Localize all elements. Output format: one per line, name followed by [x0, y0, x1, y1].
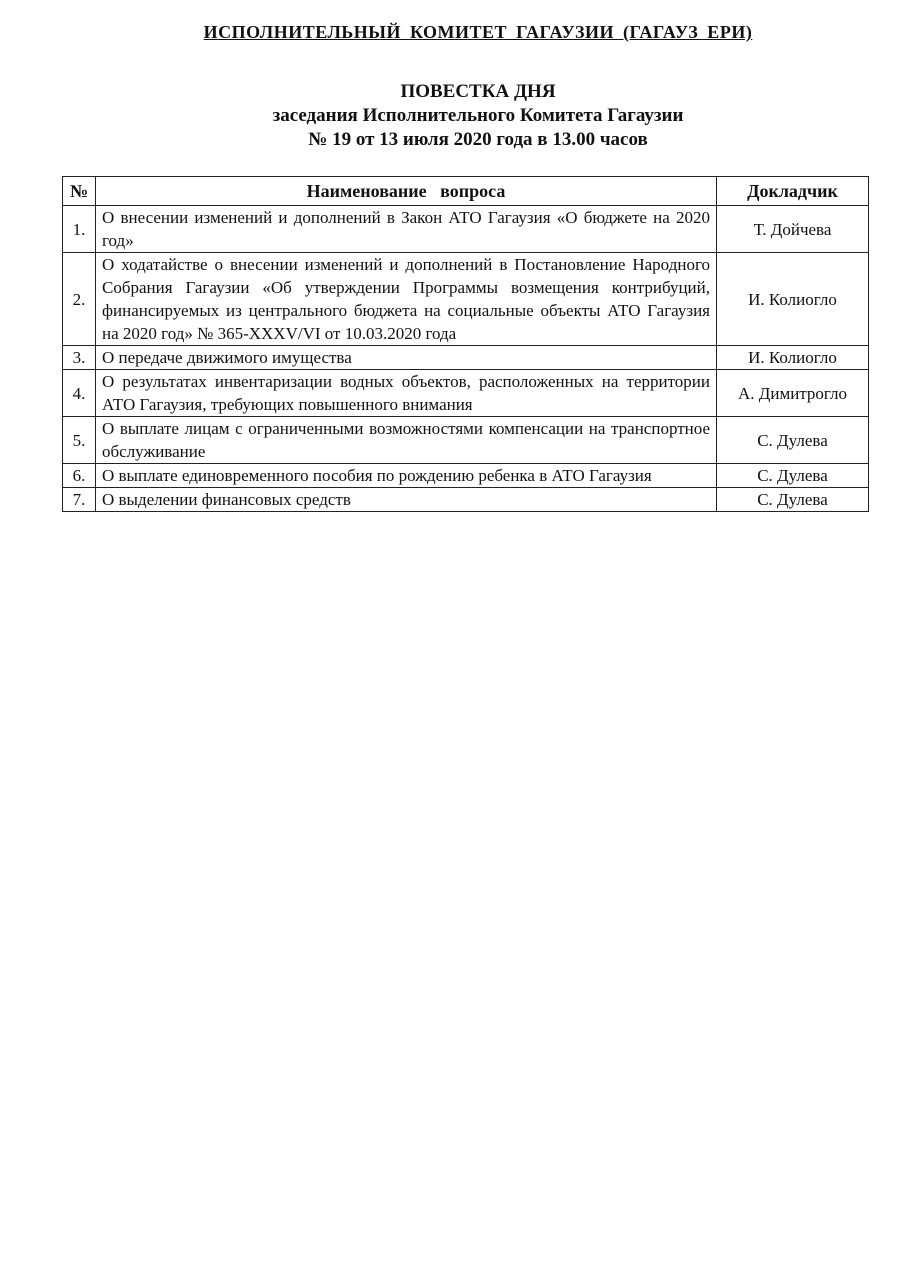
document-title: ПОВЕСТКА ДНЯ [400, 81, 556, 102]
table-row [63, 346, 869, 370]
row-number: 7. [63, 488, 96, 512]
row-topic: О выплате лицам с ограниченными возможностями компенсации на транспортное обслуживание [96, 417, 717, 464]
row-speaker: С. Дулева [717, 464, 869, 488]
table-row [63, 253, 869, 346]
meeting-number-date: № 19 от 13 июля 2020 года в 13.00 часов [308, 129, 648, 150]
row-speaker: И. Колиогло [717, 253, 869, 346]
row-topic: О ходатайстве о внесении изменений и дополнений в Постановление Народного Собрания Гагаузии «Об утверждении Программы возмещения контрибуций, финансируемых из центрального бюджета на социальные объекты АТО Гагаузия на 2020 год» № 365-XXXV/VI от 10.03.2020 года [96, 253, 717, 346]
row-number: 1. [63, 206, 96, 253]
row-speaker: С. Дулева [717, 488, 869, 512]
agenda-table [62, 176, 869, 512]
row-number: 6. [63, 464, 96, 488]
row-topic: О выплате единовременного пособия по рождению ребенка в АТО Гагаузия [96, 464, 717, 488]
row-speaker: С. Дулева [717, 417, 869, 464]
document-subtitle: заседания Исполнительного Комитета Гагаузии [272, 105, 684, 126]
table-row [63, 206, 869, 253]
row-topic: О передаче движимого имущества [96, 346, 717, 370]
row-number: 3. [63, 346, 96, 370]
organization-header: ИСПОЛНИТЕЛЬНЫЙ КОМИТЕТ ГАГАУЗИИ (ГАГАУЗ ЕРИ) [203, 22, 753, 42]
row-speaker: Т. Дойчева [717, 206, 869, 253]
row-speaker: А. Димитрогло [717, 370, 869, 417]
column-header-number: № [63, 177, 96, 206]
row-topic: О результатах инвентаризации водных объектов, расположенных на территории АТО Гагаузия, требующих повышенного внимания [96, 370, 717, 417]
column-header-topic: Наименование вопроса [96, 177, 717, 206]
table-row [63, 417, 869, 464]
row-number: 5. [63, 417, 96, 464]
row-number: 4. [63, 370, 96, 417]
table-row [63, 464, 869, 488]
table-header-row [63, 177, 869, 206]
column-header-speaker: Докладчик [717, 177, 869, 206]
title-block [0, 80, 900, 152]
row-speaker: И. Колиогло [717, 346, 869, 370]
row-topic: О выделении финансовых средств [96, 488, 717, 512]
row-number: 2. [63, 253, 96, 346]
row-topic: О внесении изменений и дополнений в Закон АТО Гагаузия «О бюджете на 2020 год» [96, 206, 717, 253]
table-row [63, 370, 869, 417]
table-row [63, 488, 869, 512]
